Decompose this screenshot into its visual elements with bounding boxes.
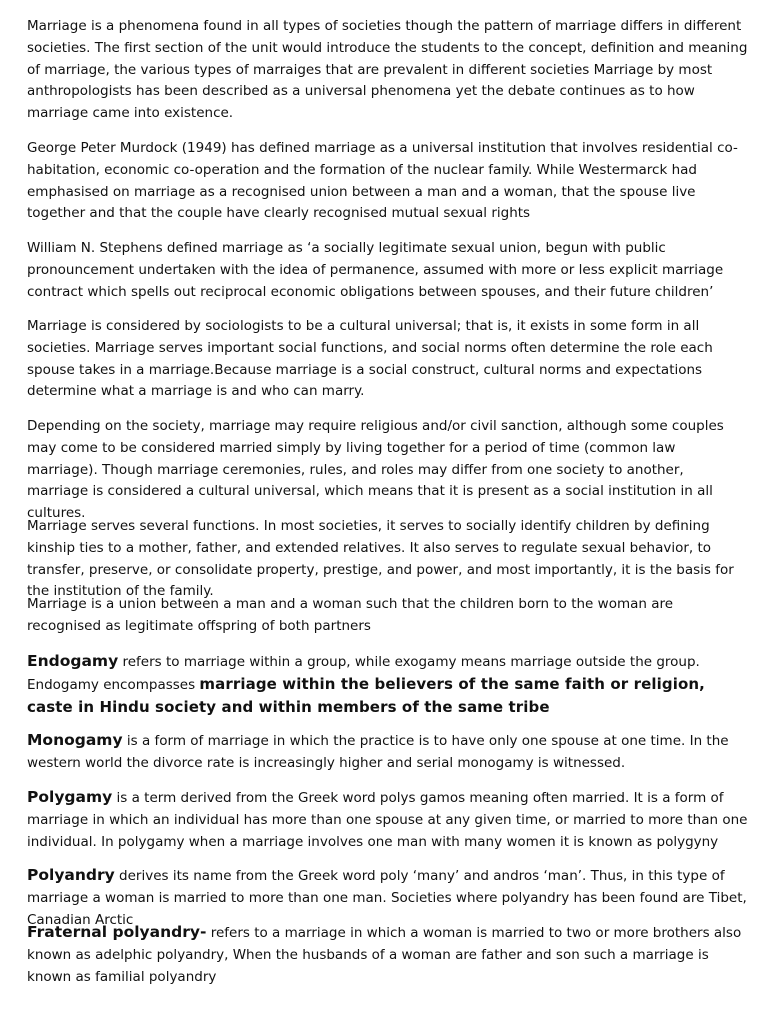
endogamy-text: refers to marriage within a group, while exogamy means marriage outside the group. Endogamy encompasses xyxy=(27,654,700,693)
monogamy-text: is a form of marriage in which the practice is to have only one spouse at one time. In the western world the divorce rate is increasingly higher and serial monogamy is witnessed. xyxy=(27,733,729,771)
paragraph-marriage-intro: Marriage is a phenomena found in all types of societies though the pattern of marriage differs in different societies. The first section of the unit would introduce the students to the concept, definition and meaning of marriage, the various types of marraiges that are prevalent in different societies Marriage by most anthropologists has been described as a universal phenomena yet the debate continues as to how marriage came into existence. xyxy=(27,18,748,122)
endogamy-emphasis: marriage within the believers of the same faith or religion, caste in Hindu society and within members of the same tribe xyxy=(27,674,705,716)
paragraph-functions: Marriage serves several functions. In most societies, it serves to socially identify children by defining kinship ties to a mother, father, and extended relatives. It also serves to regulate sexual behavior, to transfer, preserve, or consolidate property, prestige, and power, and most importantly, it is the basis for the institution of the family. xyxy=(27,518,734,600)
paragraph-cultural-universal: Marriage is considered by sociologists to be a cultural universal; that is, it exists in some form in all societies. Marriage serves important social functions, and social norms often determine the role each spouse takes in a marriage.Because marriage is a social construct, cultural norms and expectations determine what a marriage is and who can marry. xyxy=(27,318,713,400)
paragraph-monogamy xyxy=(27,730,749,775)
paragraph-fraternal-polyandry xyxy=(27,922,749,988)
term-fraternal-polyandry: Fraternal polyandry- xyxy=(27,923,207,941)
paragraph-religious-sanction: Depending on the society, marriage may require religious and/or civil sanction, although some couples may come to be considered married simply by living together for a period of time (common law marriage). Though marriage ceremonies, rules, and roles may differ from one society to another, marriage is considered a cultural universal, which means that it is present as a social institution in all cultures. xyxy=(27,418,724,522)
paragraph-polygamy xyxy=(27,787,749,853)
paragraph-union-definition: Marriage is a union between a man and a woman such that the children born to the woman are recognised as legitimate offspring of both partners xyxy=(27,596,674,634)
polyandry-text: derives its name from the Greek word poly ‘many’ and andros ‘man’. Thus, in this type of marriage a woman is married to more than one man. Societies where polyandry has been found are Tibet, Canadian Arctic xyxy=(27,868,747,928)
paragraph-endogamy xyxy=(27,651,749,719)
term-polyandry: Polyandry xyxy=(27,866,115,884)
term-monogamy: Monogamy xyxy=(27,731,123,749)
paragraph-stephens: William N. Stephens defined marriage as ‘a socially legitimate sexual union, begun with public pronouncement undertaken with the idea of permanence, assumed with more or less explicit marriage contract which spells out reciprocal economic obligations between spouses, and their future children’ xyxy=(27,240,724,300)
fraternal-polyandry-text: refers to a marriage in which a woman is married to two or more brothers also known as adelphic polyandry, When the husbands of a woman are father and son such a marriage is known as familial polyandry xyxy=(27,925,742,985)
term-endogamy: Endogamy xyxy=(27,652,119,670)
term-polygamy: Polygamy xyxy=(27,788,113,806)
paragraph-murdock: George Peter Murdock (1949) has defined marriage as a universal institution that involves residential co-habitation, economic co-operation and the formation of the nuclear family. While Westermarck had emphasised on marriage as a recognised union between a man and a woman, that the spouse live together and that the couple have clearly recognised mutual sexual rights xyxy=(27,140,738,222)
polygamy-text: is a term derived from the Greek word polys gamos meaning often married. It is a form of marriage in which an individual has more than one spouse at any given time, or married to more than one individual. In polygamy when a marriage involves one man with many women it is known as polygyny xyxy=(27,790,748,850)
